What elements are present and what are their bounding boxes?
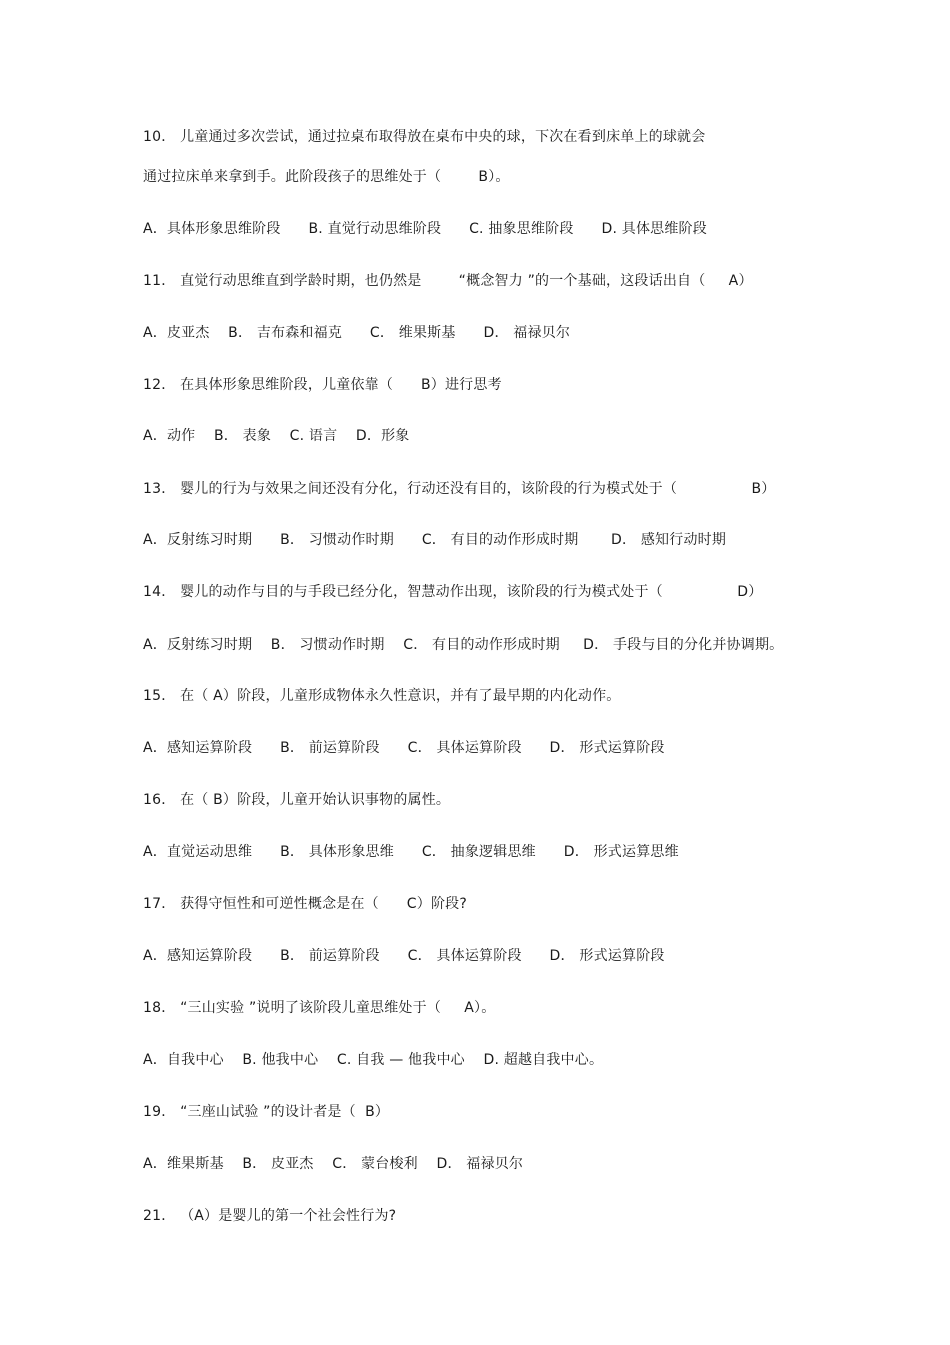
- question-11-options: A．皮亚杰 B． 吉布森和福克 C． 维果斯基 D． 福禄贝尔: [143, 325, 571, 341]
- question-10-stem-line-1: 10． 儿童通过多次尝试，通过拉桌布取得放在桌布中央的球，下次在看到床单上的球就会: [143, 129, 706, 145]
- question-12-options: A．动作 B． 表象 C. 语言 D．形象: [143, 428, 410, 444]
- question-21-stem: 21． （A）是婴儿的第一个社会性行为?: [143, 1208, 397, 1224]
- question-15-options: A．感知运算阶段 B． 前运算阶段 C． 具体运算阶段 D． 形式运算阶段: [143, 740, 665, 756]
- question-14-options: A．反射练习时期 B． 习惯动作时期 C． 有目的动作形成时期 D． 手段与目的分化并协调期。: [143, 637, 784, 653]
- question-14-stem: 14． 婴儿的动作与目的与手段已经分化，智慧动作出现，该阶段的行为模式处于（ D）: [143, 584, 763, 600]
- question-16-stem: 16． 在（ B）阶段，儿童开始认识事物的属性。: [143, 792, 451, 808]
- question-11-stem: 11． 直觉行动思维直到学龄时期，也仍然是 “概念智力 ”的一个基础，这段话出自（ A）: [143, 273, 753, 289]
- question-19-stem: 19． “三座山试验 ”的设计者是（ B）: [143, 1104, 390, 1120]
- question-12-stem: 12． 在具体形象思维阶段，儿童依靠（ B）进行思考: [143, 377, 502, 393]
- question-16-options: A．直觉运动思维 B． 具体形象思维 C． 抽象逻辑思维 D． 形式运算思维: [143, 844, 679, 860]
- question-19-options: A．维果斯基 B． 皮亚杰 C． 蒙台梭利 D． 福禄贝尔: [143, 1156, 524, 1172]
- question-18-options: A．自我中心 B. 他我中心 C. 自我 — 他我中心 D. 超越自我中心。: [143, 1052, 604, 1068]
- question-10-options: A．具体形象思维阶段 B. 直觉行动思维阶段 C. 抽象思维阶段 D. 具体思维阶段: [143, 221, 707, 237]
- question-17-options: A．感知运算阶段 B． 前运算阶段 C． 具体运算阶段 D． 形式运算阶段: [143, 948, 665, 964]
- question-18-stem: 18． “三山实验 ”说明了该阶段儿童思维处于（ A）。: [143, 1000, 496, 1016]
- question-10-stem-line-2: 通过拉床单来拿到手。此阶段孩子的思维处于（ B）。: [143, 169, 510, 185]
- question-13-stem: 13． 婴儿的行为与效果之间还没有分化，行动还没有目的，该阶段的行为模式处于（ B）: [143, 481, 776, 497]
- question-15-stem: 15． 在（ A）阶段，儿童形成物体永久性意识，并有了最早期的内化动作。: [143, 688, 621, 704]
- question-13-options: A．反射练习时期 B． 习惯动作时期 C． 有目的动作形成时期 D． 感知行动时期: [143, 532, 727, 548]
- question-17-stem: 17． 获得守恒性和可逆性概念是在（ C）阶段?: [143, 896, 467, 912]
